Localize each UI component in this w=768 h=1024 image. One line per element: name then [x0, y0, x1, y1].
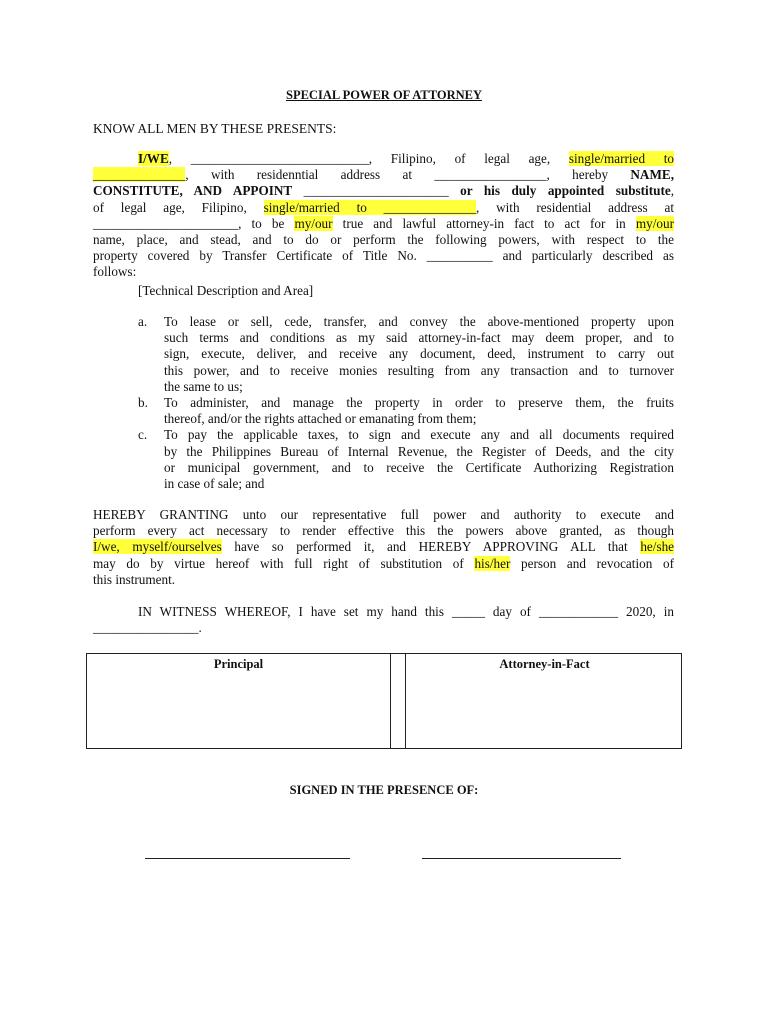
p2-line-5: this instrument. — [93, 571, 176, 587]
list-line: thereof, and/or the rights attached or emanating from them; — [164, 411, 477, 427]
he-she-highlight: he/she — [640, 539, 675, 555]
p1-line-3 — [93, 183, 674, 199]
p1-line-6: name, place, and stead, and to do or perform the following powers, with respect to the — [93, 231, 674, 247]
single-married-highlight: single/married to — [568, 151, 674, 166]
name-label: NAME, — [630, 167, 674, 183]
witness-signature-line-1 — [145, 858, 350, 859]
granting-paragraph — [93, 507, 674, 588]
p1-line-2 — [93, 167, 674, 183]
technical-description: [Technical Description and Area] — [138, 283, 314, 298]
p2-l4-text: may do by virtue hereof with full right of substitution of — [93, 555, 464, 571]
list-item — [138, 427, 674, 492]
powers-list — [138, 314, 674, 492]
p1-l3-comma: , — [670, 183, 674, 199]
p1-l2-text: , with residenntial address at _________________, hereby — [185, 167, 609, 183]
list-line: such terms and conditions as my said attorney-in-fact may deem proper, and to — [164, 330, 674, 346]
list-line: To pay the applicable taxes, to sign and execute any and all documents required — [164, 427, 674, 443]
p2-l3-text: have so performed it, and HEREBY APPROVING ALL that — [234, 539, 628, 555]
list-marker: c. — [138, 427, 148, 443]
table-divider — [390, 653, 409, 749]
principal-label: Principal — [213, 657, 264, 671]
my-our-highlight-1: my/our — [294, 215, 333, 231]
attorney-name-blank: ______________________ — [303, 183, 449, 199]
list-marker: b. — [138, 394, 148, 410]
attorney-cell — [408, 654, 681, 748]
signature-table — [86, 653, 682, 749]
p2-l4-text-b: person and revocation of — [521, 555, 674, 571]
p2-line-1: HEREBY GRANTING unto our representative full power and authority to execute and — [93, 507, 674, 522]
list-item — [138, 314, 674, 395]
constitute-label: CONSTITUTE, AND APPOINT — [93, 183, 293, 199]
p1-l4-text: of legal age, Filipino, — [93, 199, 247, 215]
witness-heading: SIGNED IN THE PRESENCE OF: — [289, 783, 479, 797]
p2-line-4 — [93, 556, 674, 572]
list-line: the same to us; — [164, 378, 243, 394]
p1-line-5 — [93, 216, 674, 232]
p1-line-4 — [93, 200, 674, 216]
know-all-heading: KNOW ALL MEN BY THESE PRESENTS: — [93, 121, 337, 136]
witness-signature-line-2 — [422, 858, 621, 859]
iwe-highlight: I/WE — [138, 151, 169, 166]
list-line: this power, and to receive monies resulting from any transaction and to turnover — [164, 362, 674, 378]
p1-l5-text-b: true and lawful attorney-in fact to act for in — [342, 215, 626, 231]
witness-paragraph — [93, 604, 674, 636]
principal-cell — [87, 654, 390, 748]
p2-line-3 — [93, 539, 674, 555]
attorney-status-highlight: single/married to ______________ — [263, 199, 476, 215]
list-line: To lease or sell, cede, transfer, and convey the above-mentioned property upon — [164, 314, 674, 329]
p1-line-8: follows: — [93, 264, 137, 280]
p3-line-1: IN WITNESS WHEREOF, I have set my hand this _____ day of ____________ 2020, in — [138, 604, 674, 619]
list-line: sign, execute, deliver, and receive any document, deed, instrument to carry out — [164, 346, 674, 362]
p1-line-1 — [93, 151, 674, 167]
appointment-paragraph — [93, 151, 674, 281]
p2-line-2: perform every act necessary to render effective this the powers above granted, as though — [93, 523, 674, 539]
p1-l1-text: , ___________________________, Filipino, of legal age, — [168, 151, 551, 166]
list-line: by the Philippines Bureau of Internal Revenue, the Register of Deeds, and the city — [164, 443, 674, 459]
p1-l5-text: ______________________, to be — [93, 215, 285, 231]
p1-line-7: property covered by Transfer Certificate of Title No. __________ and particularly described as — [93, 248, 674, 264]
list-line: To administer, and manage the property in order to preserve them, the fruits — [164, 394, 674, 410]
list-marker: a. — [138, 314, 148, 329]
p3-line-2: ________________. — [93, 620, 202, 636]
spouse-blank-highlight: ______________ — [93, 167, 186, 183]
list-line: in case of sale; and — [164, 475, 265, 491]
iwe-myself-highlight: I/we, myself/ourselves — [93, 539, 222, 555]
attorney-label: Attorney-in-Fact — [499, 657, 590, 671]
list-item — [138, 395, 674, 427]
document-title: SPECIAL POWER OF ATTORNEY — [286, 88, 482, 102]
list-line: or municipal government, and to receive the Certificate Authorizing Registration — [164, 459, 674, 475]
substitute-label: or his duly appointed substitute — [460, 183, 671, 199]
his-her-highlight: his/her — [474, 555, 511, 571]
my-our-highlight-2: my/our — [635, 215, 674, 231]
p1-l4-text-b: , with residential address at — [475, 199, 674, 215]
